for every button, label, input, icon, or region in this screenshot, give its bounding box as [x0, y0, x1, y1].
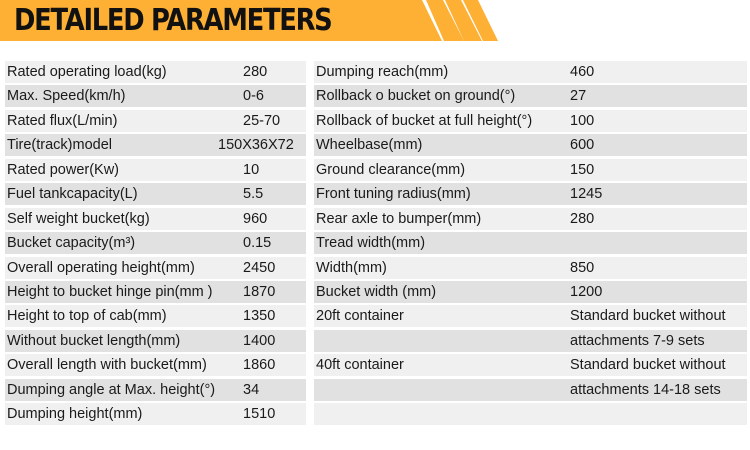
- table-row: [5, 159, 306, 181]
- spec-label: Ground clearance(mm): [316, 161, 466, 178]
- spec-label: Rollback of bucket at full height(°): [316, 112, 533, 129]
- spec-value: 25-70: [243, 112, 281, 129]
- spec-label: 40ft container: [316, 357, 404, 374]
- table-row: [314, 281, 747, 303]
- spec-value: 280: [243, 64, 268, 80]
- table-row: [5, 257, 306, 279]
- table-row: [314, 183, 747, 205]
- spec-value: 600: [570, 137, 595, 154]
- spec-value: 10: [243, 161, 260, 178]
- table-row: [314, 134, 747, 156]
- table-row: [5, 232, 306, 254]
- spec-label: Bucket capacity(m³): [7, 235, 136, 252]
- spec-label: Height to bucket hinge pin(mm ): [7, 283, 213, 300]
- spec-value: 1200: [570, 283, 603, 300]
- spec-label: Tire(track)model: [7, 137, 113, 154]
- table-row: [314, 354, 747, 376]
- table-row: [5, 61, 306, 83]
- spec-label: Without bucket length(mm): [7, 332, 181, 349]
- spec-label: Rollback o bucket on ground(°): [316, 88, 516, 105]
- spec-label: Wheelbase(mm): [316, 137, 423, 154]
- spec-value: 280: [570, 210, 595, 227]
- header-banner: [0, 0, 750, 41]
- spec-value: 2450: [243, 259, 276, 276]
- table-row: [5, 354, 306, 376]
- right-spec-table: [314, 61, 747, 428]
- table-row: [314, 305, 747, 327]
- spec-label: Dumping height(mm): [7, 406, 143, 423]
- table-row: [314, 257, 747, 279]
- spec-value: 27: [570, 88, 587, 105]
- spec-value: 460: [570, 64, 595, 80]
- table-row: [314, 85, 747, 107]
- spec-value: 34: [243, 381, 260, 398]
- spec-label: Tread width(mm): [316, 235, 426, 252]
- spec-value: 960: [243, 210, 268, 227]
- table-row: [5, 305, 306, 327]
- spec-value: 1510: [243, 406, 276, 423]
- spec-label: Max. Speed(km/h): [7, 88, 126, 105]
- spec-label: Fuel tankcapacity(L): [7, 186, 138, 203]
- table-row: [314, 403, 747, 425]
- page-title: DETAILED PARAMETERS: [14, 3, 332, 38]
- table-row: [5, 183, 306, 205]
- spec-label: Rated operating load(kg): [7, 64, 167, 80]
- spec-value: 150: [570, 161, 595, 178]
- spec-label: Overall operating height(mm): [7, 259, 195, 276]
- table-row: [5, 403, 306, 425]
- spec-label: Self weight bucket(kg): [7, 210, 150, 227]
- spec-value: 1860: [243, 357, 276, 374]
- spec-value: 850: [570, 259, 595, 276]
- spec-label: Dumping reach(mm): [316, 64, 449, 80]
- table-row: [314, 159, 747, 181]
- table-row: [314, 208, 747, 230]
- spec-value: 1350: [243, 308, 276, 325]
- spec-label: Dumping angle at Max. height(°): [7, 381, 216, 398]
- table-row: [5, 85, 306, 107]
- spec-value: 1245: [570, 186, 603, 203]
- table-row: [314, 330, 747, 352]
- table-row: [5, 281, 306, 303]
- spec-label: Rated flux(L/min): [7, 112, 118, 129]
- table-row: [5, 134, 306, 156]
- spec-label: Height to top of cab(mm): [7, 308, 167, 325]
- spec-label: 20ft container: [316, 308, 404, 325]
- spec-value: Standard bucket without: [570, 357, 726, 374]
- spec-label: Front tuning radius(mm): [316, 186, 471, 203]
- spec-value: 0-6: [243, 88, 264, 105]
- spec-value: 5.5: [243, 186, 264, 203]
- spec-value: attachments 7-9 sets: [570, 332, 705, 349]
- table-row: [5, 208, 306, 230]
- spec-value: 1870: [243, 283, 276, 300]
- left-spec-table: [5, 61, 306, 428]
- spec-value: attachments 14-18 sets: [570, 381, 721, 398]
- spec-label: Overall length with bucket(mm): [7, 357, 207, 374]
- table-row: [314, 232, 747, 254]
- spec-value: 0.15: [243, 235, 272, 252]
- table-row: [5, 110, 306, 132]
- spec-value: 150X36X72: [218, 137, 294, 154]
- spec-label: Width(mm): [316, 259, 387, 276]
- table-row: [314, 61, 747, 83]
- table-row: [5, 379, 306, 401]
- table-row: [314, 110, 747, 132]
- spec-label: Rear axle to bumper(mm): [316, 210, 482, 227]
- table-row: [5, 330, 306, 352]
- spec-value: Standard bucket without: [570, 308, 726, 325]
- spec-value: 1400: [243, 332, 276, 349]
- spec-value: 100: [570, 112, 595, 129]
- spec-label: Rated power(Kw): [7, 161, 120, 178]
- spec-label: Bucket width (mm): [316, 283, 437, 300]
- table-row: [314, 379, 747, 401]
